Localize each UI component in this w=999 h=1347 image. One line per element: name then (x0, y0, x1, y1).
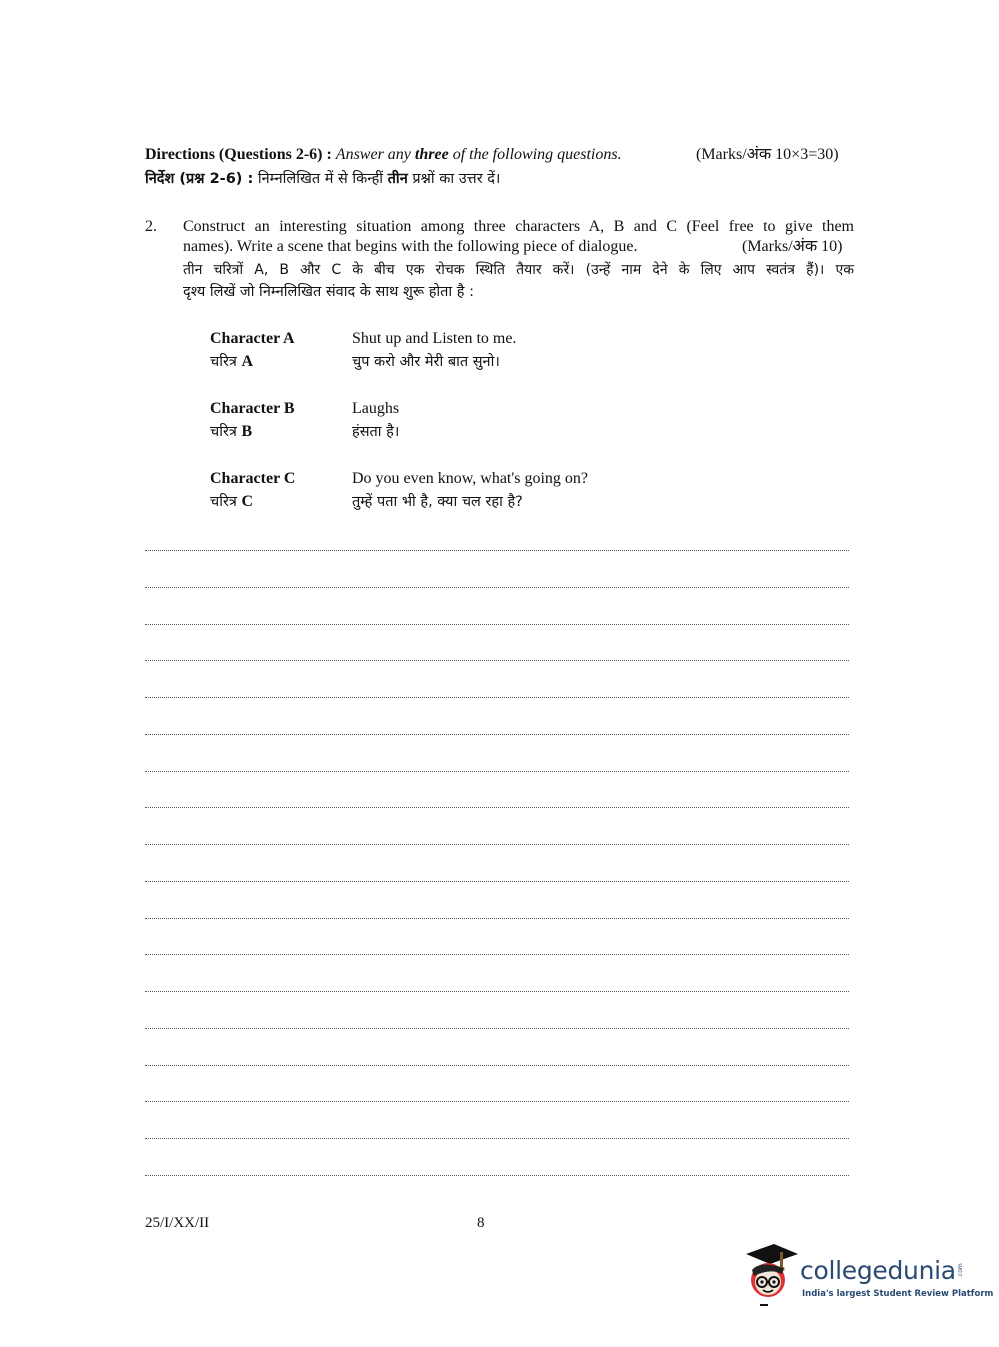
answer-line (145, 1028, 849, 1029)
answer-line (145, 1065, 849, 1066)
logo-suffix: .com (957, 1263, 964, 1278)
character-c-hindi-line: तुम्हें पता भी है, क्या चल रहा है? (352, 494, 523, 510)
question-line-2: names). Write a scene that begins with the following piece of dialogue. (183, 238, 638, 255)
logo-wordmark: collegedunia (800, 1256, 956, 1285)
character-c-hindi-prefix: चरित्र (210, 494, 237, 510)
question-marks: (Marks/अंक 10) (742, 238, 843, 255)
answer-line (145, 1175, 849, 1176)
answer-line (145, 807, 849, 808)
answer-line (145, 991, 849, 992)
directions-marks: (Marks/अंक 10×3=30) (696, 146, 839, 163)
footer-code: 25/I/XX/II (145, 1215, 210, 1231)
answer-line (145, 954, 849, 955)
directions-hindi-bold: तीन (387, 171, 408, 187)
character-b-letter: B (241, 423, 253, 440)
answer-line (145, 1101, 849, 1102)
directions-label: Directions (Questions 2-6) : (145, 146, 332, 163)
directions-hindi-pre: निम्नलिखित में से किन्हीं (257, 171, 384, 187)
character-c-line: Do you even know, what's going on? (352, 470, 589, 487)
answer-line (145, 844, 849, 845)
character-b-hindi-prefix: चरित्र (210, 424, 237, 440)
answer-line (145, 881, 849, 882)
directions-hindi-post: प्रश्नों का उत्तर दें। (412, 171, 501, 187)
character-a-letter: A (241, 353, 254, 370)
answer-line (145, 1138, 849, 1139)
character-a-label: Character A (210, 330, 295, 347)
character-b-label: Character B (210, 400, 295, 417)
character-b-line: Laughs (352, 400, 400, 417)
character-c-hindi-label (210, 492, 253, 512)
question-hindi-line-1: तीन चरित्रों A, B और C के बीच एक रोचक स्थिति तैयार करें। (उन्हें नाम देने के लिए आप स्वतंत्र हैं)। एक (183, 262, 854, 278)
answer-line (145, 771, 849, 772)
answer-line (145, 587, 849, 588)
answer-line (145, 734, 849, 735)
character-c-letter: C (241, 493, 254, 510)
directions-line (145, 145, 622, 165)
character-a-hindi-prefix: चरित्र (210, 354, 237, 370)
collegedunia-logo (740, 1240, 994, 1310)
question-hindi-line-2: दृश्य लिखें जो निम्नलिखित संवाद के साथ शुरू होता है : (183, 284, 474, 300)
character-a-hindi-line: चुप करो और मेरी बात सुनो। (352, 354, 500, 370)
page-number: 8 (477, 1215, 485, 1231)
directions-text-bold: three (414, 146, 449, 163)
character-b-hindi-label (210, 422, 252, 442)
character-b-hindi-line: हंसता है। (352, 424, 400, 440)
mascot-icon (740, 1240, 800, 1310)
logo-tagline: India's largest Student Review Platform (802, 1289, 994, 1299)
answer-line (145, 918, 849, 919)
answer-line (145, 624, 849, 625)
directions-hindi-line (145, 169, 500, 189)
question-line-1: Construct an interesting situation among three characters A, B and C (Feel free to give them (183, 218, 854, 235)
directions-hindi-label: निर्देश (प्रश्न 2-6) : (145, 171, 254, 187)
answer-line (145, 550, 849, 551)
character-a-line: Shut up and Listen to me. (352, 330, 517, 347)
question-number: 2. (145, 218, 157, 235)
directions-text-post: of the following questions. (452, 146, 622, 163)
answer-line (145, 660, 849, 661)
character-a-hindi-label (210, 352, 253, 372)
answer-line (145, 697, 849, 698)
directions-text-pre: Answer any (335, 146, 411, 163)
character-c-label: Character C (210, 470, 296, 487)
